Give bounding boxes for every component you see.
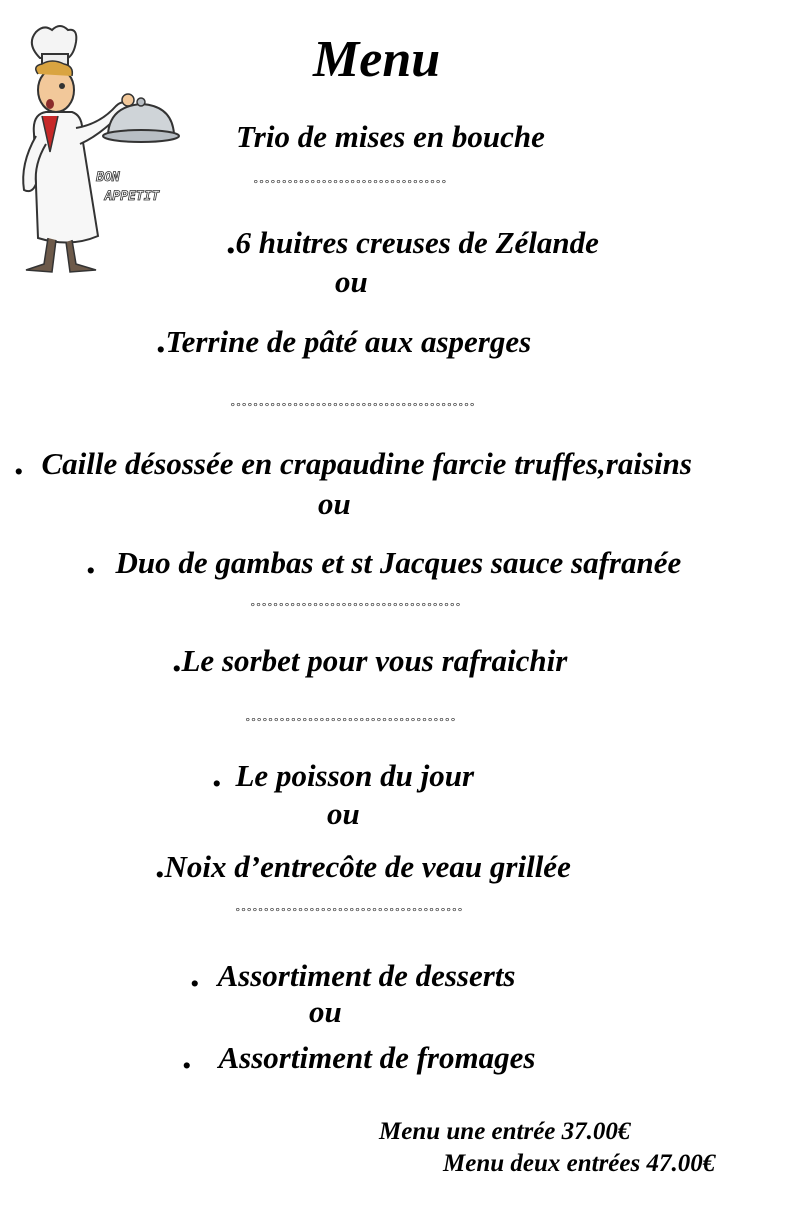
- dessert-label: Assortiment de desserts: [217, 958, 516, 993]
- separator: °°°°°°°°°°°°°°°°°°°°°°°°°°°°°°°°°°°°°: [250, 601, 461, 614]
- entree-item: [156, 318, 531, 362]
- plat-item: [155, 843, 571, 887]
- bullet: .: [156, 319, 166, 361]
- bullet: .: [182, 1035, 192, 1077]
- plat-item: [86, 539, 681, 583]
- dessert-item: [182, 1034, 535, 1078]
- bullet: .: [226, 220, 236, 262]
- bullet: .: [14, 441, 24, 483]
- or-label: ou: [327, 796, 360, 831]
- chef-badge-line2: APPETIT: [104, 189, 160, 204]
- menu-title: Menu: [313, 31, 441, 88]
- dessert-item: [190, 952, 515, 996]
- separator: °°°°°°°°°°°°°°°°°°°°°°°°°°°°°°°°°°°°°°°°: [235, 906, 463, 919]
- dessert-label: Assortiment de fromages: [218, 1040, 536, 1075]
- chef-badge-line1: BON: [96, 170, 120, 185]
- plat-label: Noix d’entrecôte de veau grillée: [164, 849, 571, 884]
- bullet: .: [190, 953, 200, 995]
- sorbet-item: [172, 637, 567, 681]
- or-label: ou: [309, 994, 342, 1029]
- sorbet-label: Le sorbet pour vous rafraichir: [181, 643, 568, 678]
- bullet: .: [86, 540, 96, 582]
- amuse-bouche: Trio de mises en bouche: [236, 119, 545, 154]
- entree-label: 6 huitres creuses de Zélande: [235, 225, 599, 260]
- price-one-entree: Menu une entrée 37.00€: [379, 1118, 631, 1145]
- separator: °°°°°°°°°°°°°°°°°°°°°°°°°°°°°°°°°°°°°: [245, 716, 456, 729]
- plat-label: Caille désossée en crapaudine farcie truffes,raisins: [41, 446, 692, 481]
- separator: °°°°°°°°°°°°°°°°°°°°°°°°°°°°°°°°°°°°°°°°°°°: [230, 401, 476, 414]
- plat-item: [212, 752, 474, 796]
- bullet: .: [172, 638, 182, 680]
- price-two-entrees: Menu deux entrées 47.00€: [443, 1150, 716, 1177]
- separator: °°°°°°°°°°°°°°°°°°°°°°°°°°°°°°°°°°: [253, 178, 447, 191]
- chef-illustration: [12, 24, 182, 276]
- plat-label: Le poisson du jour: [235, 758, 475, 793]
- plat-item: [14, 440, 692, 484]
- or-label: ou: [335, 264, 368, 299]
- bullet: .: [212, 753, 222, 795]
- plat-label: Duo de gambas et st Jacques sauce safranée: [115, 545, 682, 580]
- entree-item: [226, 219, 599, 263]
- entree-label: Terrine de pâté aux asperges: [165, 324, 532, 359]
- bullet: .: [155, 844, 165, 886]
- or-label: ou: [318, 486, 351, 521]
